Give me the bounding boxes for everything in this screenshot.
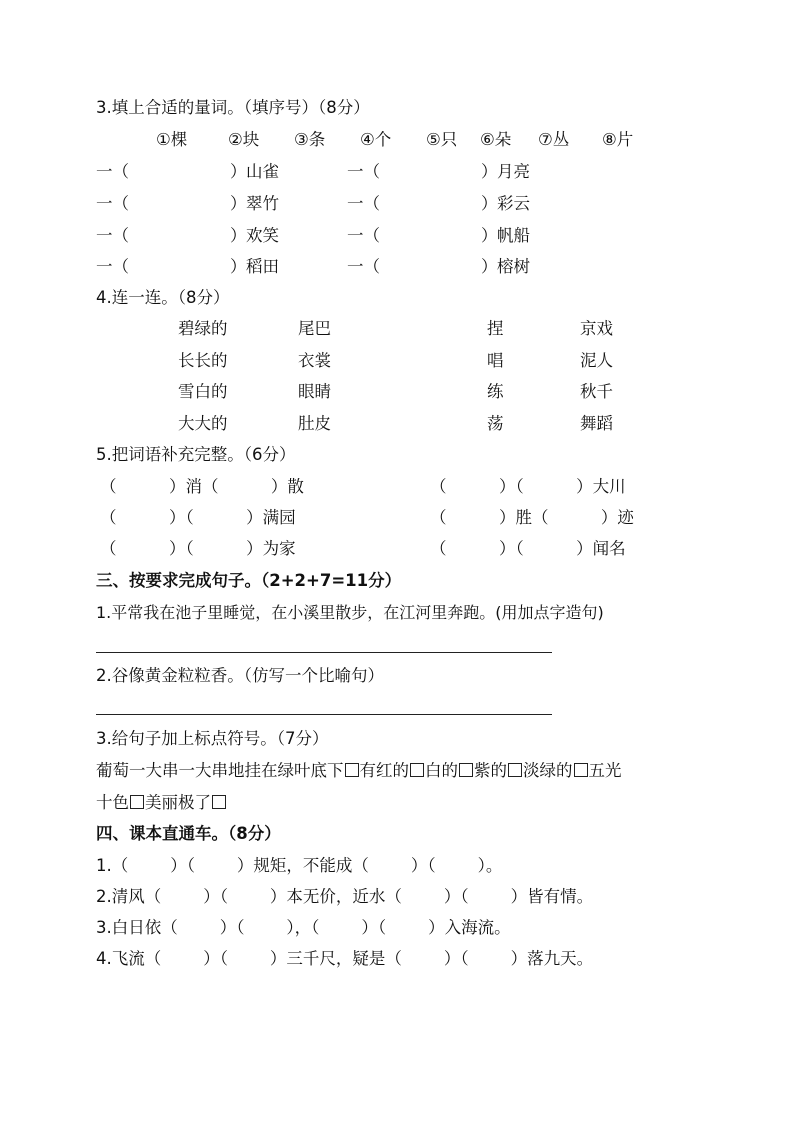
match-item: 唱 bbox=[487, 351, 504, 370]
measure-word-noun: 彩云 bbox=[497, 194, 530, 213]
prefix: 一（ bbox=[347, 194, 380, 213]
match-item: 练 bbox=[487, 382, 504, 401]
section-3-heading: 三、按要求完成句子。（2+2+7=11分） bbox=[96, 571, 402, 590]
match-item: 捏 bbox=[487, 319, 504, 338]
punctuation-box[interactable] bbox=[459, 763, 473, 777]
close: ） bbox=[481, 226, 498, 245]
match-item: 京戏 bbox=[580, 319, 613, 338]
option-8: ⑧片 bbox=[602, 130, 634, 149]
match-item: 尾巴 bbox=[298, 319, 331, 338]
answer-line bbox=[96, 714, 552, 715]
answer-line bbox=[96, 652, 552, 653]
measure-word-noun: 山雀 bbox=[246, 162, 279, 181]
match-item: 衣裳 bbox=[298, 351, 331, 370]
s4-line-1: 1.（ ）（ ）规矩，不能成（ ）（ ）。 bbox=[96, 856, 503, 875]
sentence-fragment: 有红的 bbox=[359, 761, 409, 780]
match-item: 荡 bbox=[487, 414, 504, 433]
close: ） bbox=[481, 257, 498, 276]
match-item: 碧绿的 bbox=[178, 319, 228, 338]
measure-word-noun: 月亮 bbox=[497, 162, 530, 181]
match-item: 泥人 bbox=[580, 351, 613, 370]
sentence-fragment: 十色 bbox=[96, 793, 129, 812]
close: ） bbox=[481, 162, 498, 181]
s4-line-3: 3.白日依（ ）（ ），（ ）（ ）入海流。 bbox=[96, 918, 511, 937]
punctuation-box[interactable] bbox=[410, 763, 424, 777]
match-item: 眼睛 bbox=[298, 382, 331, 401]
s3-q1: 1.平常我在池子里睡觉，在小溪里散步，在江河里奔跑。(用加点字造句) bbox=[96, 603, 604, 622]
q5-line-2b: （ ）胜（ ）迹 bbox=[430, 508, 634, 527]
q5-line-3b: （ ）（ ）闻名 bbox=[430, 539, 626, 558]
section-4-heading: 四、课本直通车。（8分） bbox=[96, 824, 281, 843]
option-2: ②块 bbox=[228, 130, 260, 149]
q5-line-1b: （ ）（ ）大川 bbox=[430, 477, 626, 496]
close: ） bbox=[230, 226, 247, 245]
punctuation-sentence-line-2 bbox=[96, 795, 227, 812]
punctuation-sentence-line-1 bbox=[96, 763, 622, 780]
prefix: 一（ bbox=[96, 226, 129, 245]
match-item: 长长的 bbox=[178, 351, 228, 370]
prefix: 一（ bbox=[96, 162, 129, 181]
sentence-fragment: 紫的 bbox=[474, 761, 507, 780]
q4-title: 4.连一连。（8分） bbox=[96, 288, 230, 307]
sentence-fragment: 葡萄一大串一大串地挂在绿叶底下 bbox=[96, 761, 344, 780]
prefix: 一（ bbox=[347, 226, 380, 245]
s3-q2: 2.谷像黄金粒粒香。（仿写一个比喻句） bbox=[96, 666, 384, 685]
match-item: 肚皮 bbox=[298, 414, 331, 433]
option-1: ①棵 bbox=[156, 130, 188, 149]
q3-title: 3.填上合适的量词。（填序号）（8分） bbox=[96, 98, 370, 117]
close: ） bbox=[230, 257, 247, 276]
match-item: 雪白的 bbox=[178, 382, 228, 401]
match-item: 大大的 bbox=[178, 414, 228, 433]
measure-word-noun: 稻田 bbox=[246, 257, 279, 276]
close: ） bbox=[230, 162, 247, 181]
s4-line-4: 4.飞流（ ）（ ）三千尺，疑是（ ）（ ）落九天。 bbox=[96, 949, 594, 968]
sentence-fragment: 白的 bbox=[425, 761, 458, 780]
sentence-fragment: 美丽极了 bbox=[145, 793, 211, 812]
punctuation-box[interactable] bbox=[130, 795, 144, 809]
s4-line-2: 2.清风（ ）（ ）本无价，近水（ ）（ ）皆有情。 bbox=[96, 887, 594, 906]
prefix: 一（ bbox=[96, 257, 129, 276]
measure-word-noun: 欢笑 bbox=[246, 226, 279, 245]
close: ） bbox=[230, 194, 247, 213]
q5-line-3a: （ ）（ ）为家 bbox=[100, 539, 296, 558]
q5-line-2a: （ ）（ ）满园 bbox=[100, 508, 296, 527]
punctuation-box[interactable] bbox=[574, 763, 588, 777]
q5-title: 5.把词语补充完整。（6分） bbox=[96, 445, 296, 464]
measure-word-noun: 翠竹 bbox=[246, 194, 279, 213]
punctuation-box[interactable] bbox=[345, 763, 359, 777]
option-5: ⑤只 bbox=[426, 130, 458, 149]
prefix: 一（ bbox=[347, 162, 380, 181]
sentence-fragment: 淡绿的 bbox=[523, 761, 573, 780]
punctuation-box[interactable] bbox=[212, 795, 226, 809]
sentence-fragment: 五光 bbox=[588, 761, 622, 780]
match-item: 秋千 bbox=[580, 382, 613, 401]
q5-line-1a: （ ）消（ ）散 bbox=[100, 477, 304, 496]
close: ） bbox=[481, 194, 498, 213]
punctuation-box[interactable] bbox=[508, 763, 522, 777]
measure-word-noun: 帆船 bbox=[497, 226, 530, 245]
s3-q3: 3.给句子加上标点符号。（7分） bbox=[96, 729, 329, 748]
prefix: 一（ bbox=[96, 194, 129, 213]
prefix: 一（ bbox=[347, 257, 380, 276]
option-7: ⑦丛 bbox=[538, 130, 570, 149]
option-4: ④个 bbox=[360, 130, 392, 149]
option-6: ⑥朵 bbox=[480, 130, 512, 149]
match-item: 舞蹈 bbox=[580, 414, 613, 433]
measure-word-noun: 榕树 bbox=[497, 257, 530, 276]
option-3: ③条 bbox=[294, 130, 326, 149]
